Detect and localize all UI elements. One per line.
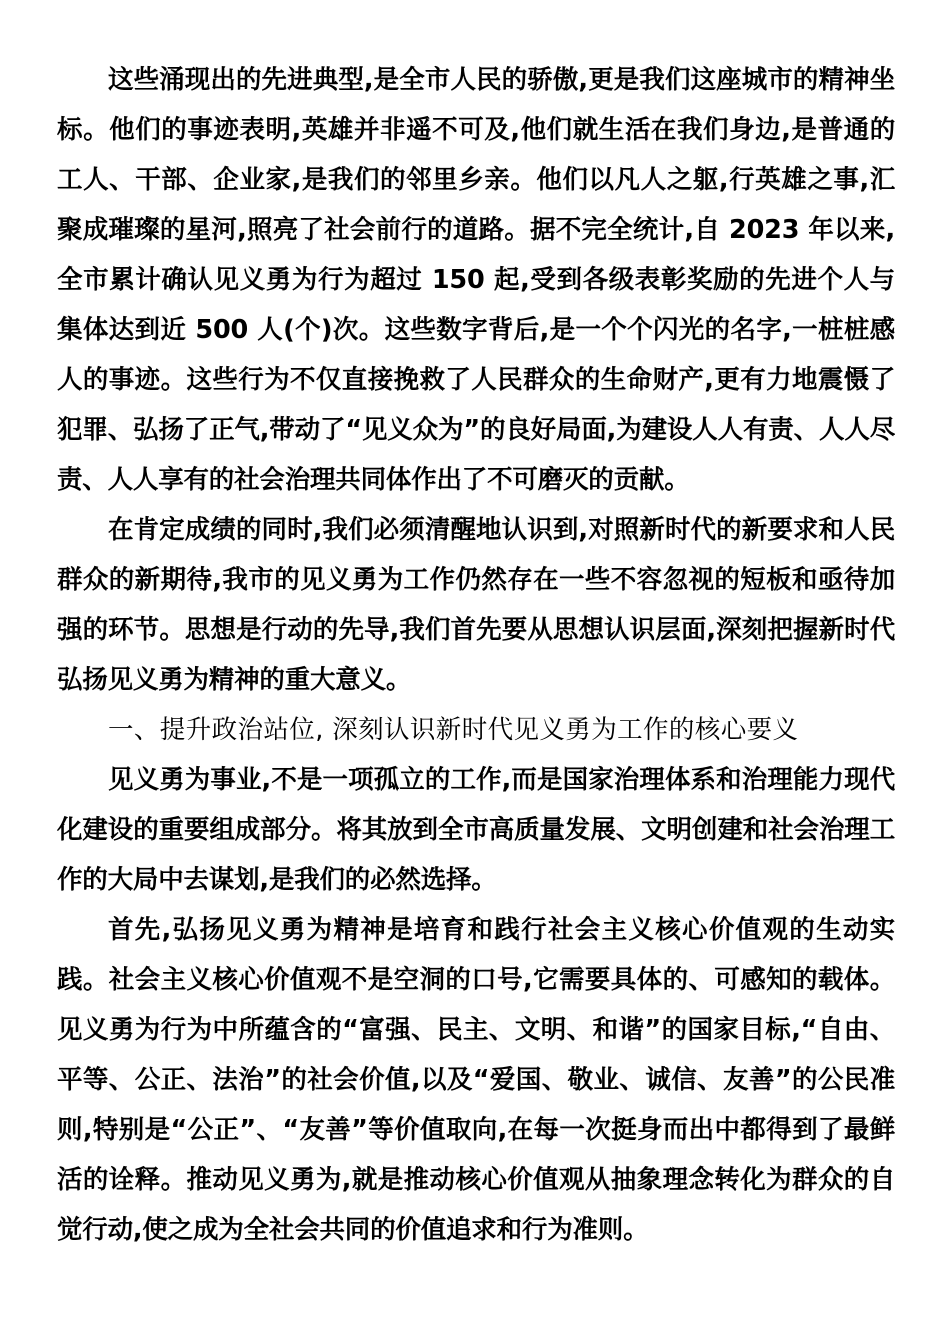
section-heading-1: 一、提升政治站位, 深刻认识新时代见义勇为工作的核心要义	[108, 715, 799, 745]
paragraph-4-core-values: 首先,弘扬见义勇为精神是培育和践行社会主义核心价值观的生动实践。社会主义核心价值观不是空洞的口号,它需要具体的、可感知的载体。见义勇为行为中所蕴含的“富强、民主、文明、和谐”的国家目标,“自由、平等、公正、法治”的社会价值,以及“爱国、敬业、诚信、友善”的公民准则,特别是“公正”、“友善”等价值取向,在每一次挺身而出中都得到了最鲜活的诠释。推动见义勇为,就是推动核心价值观从抽象理念转化为群众的自觉行动,使之成为全社会共同的价值追求和行为准则。	[57, 915, 895, 1245]
paragraph-2-shortcomings: 在肯定成绩的同时,我们必须清醒地认识到,对照新时代的新要求和人民群众的新期待,我市的见义勇为工作仍然存在一些不容忽视的短板和亟待加强的环节。思想是行动的先导,我们首先要从思想认识层面,深刻把握新时代弘扬见义勇为精神的重大意义。	[57, 515, 895, 695]
paragraph-1-advanced-models: 这些涌现出的先进典型,是全市人民的骄傲,更是我们这座城市的精神坐标。他们的事迹表明,英雄并非遥不可及,他们就生活在我们身边,是普通的工人、干部、企业家,是我们的邻里乡亲。他们以凡人之躯,行英雄之事,汇聚成璀璨的星河,照亮了社会前行的道路。据不完全统计,自 2023 年以来,全市累计确认见义勇为行为超过 150 起,受到各级表彰奖励的先进个人与集体达到近 500 人(个)次。这些数字背后,是一个个闪光的名字,一桩桩感人的事迹。这些行为不仅直接挽救了人民群众的生命财产,更有力地震慑了犯罪、弘扬了正气,带动了“见义众为”的良好局面,为建设人人有责、人人尽责、人人享有的社会治理共同体作出了不可磨灭的贡献。	[57, 65, 895, 495]
document-text-body	[57, 55, 895, 1255]
paragraph-3-not-isolated-work: 见义勇为事业,不是一项孤立的工作,而是国家治理体系和治理能力现代化建设的重要组成部分。将其放到全市高质量发展、文明创建和社会治理工作的大局中去谋划,是我们的必然选择。	[57, 765, 895, 895]
